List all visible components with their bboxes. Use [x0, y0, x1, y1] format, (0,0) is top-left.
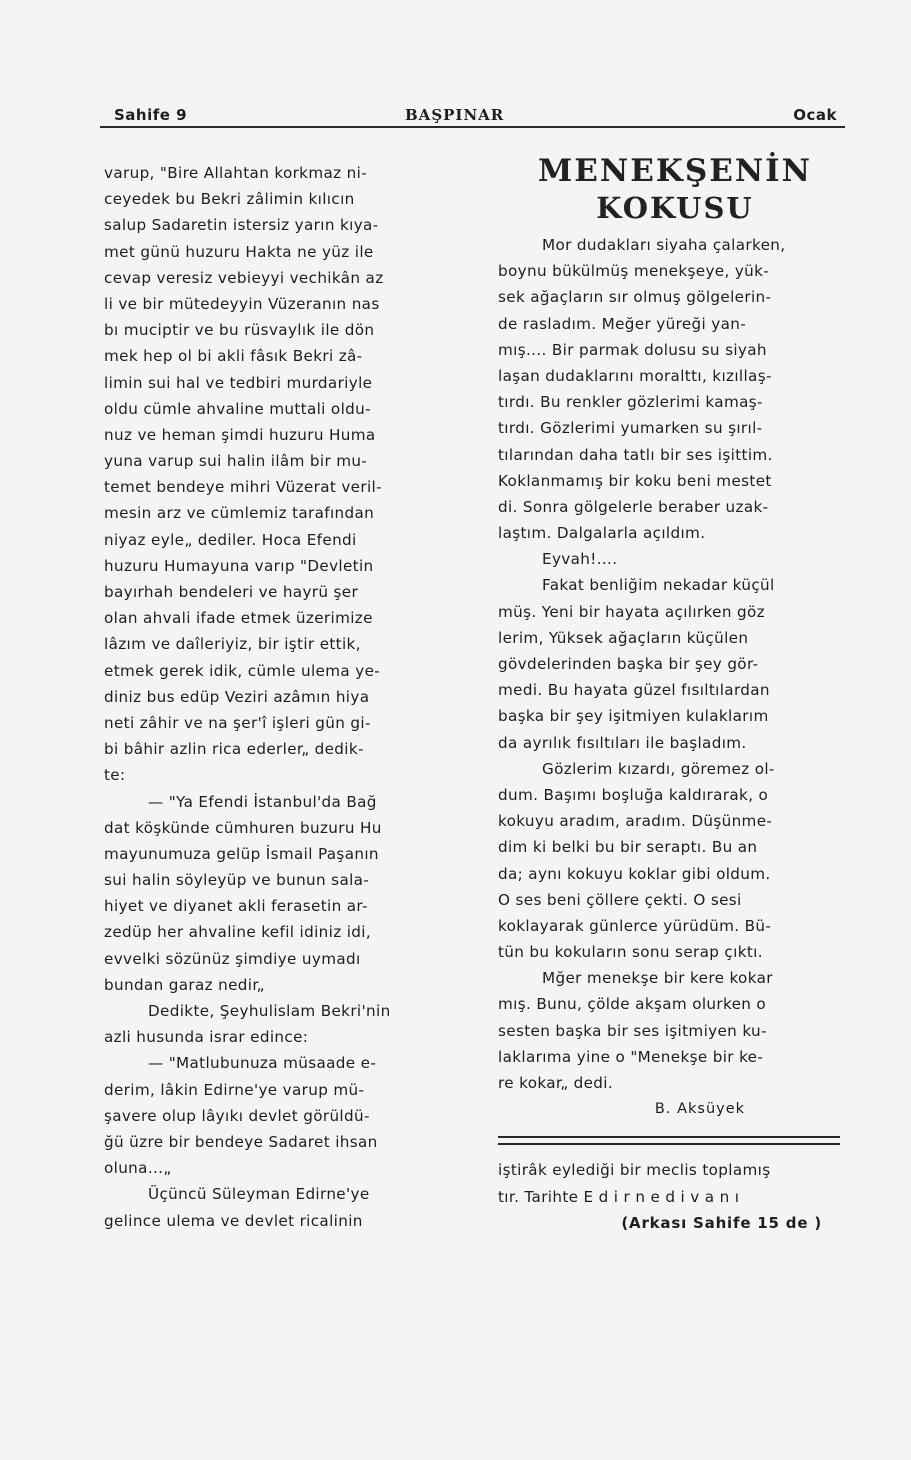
- text-line: met günü huzuru Hakta ne yüz ile: [104, 242, 374, 261]
- page-header: [100, 98, 845, 128]
- text-line: mış. Bunu, çölde akşam olurken o: [498, 995, 767, 1014]
- section-divider: [498, 1136, 840, 1145]
- text-line: medi. Bu hayata güzel fısıltılardan: [498, 681, 770, 700]
- text-line: tılarından daha tatlı bir ses işittim.: [498, 445, 773, 464]
- text-line: olan ahvali ifade etmek üzerimize: [104, 609, 373, 628]
- text-line: sek ağaçların sır olmuş gölgelerin-: [498, 288, 772, 307]
- text-line: bundan garaz nedir„: [104, 975, 265, 994]
- text-line: Mor dudakları siyaha çalarken,: [542, 236, 786, 254]
- text-line: Fakat benliğim nekadar küçül: [542, 576, 775, 595]
- magazine-name: BAŞPINAR: [405, 106, 505, 124]
- text-line: gövdelerinden başka bir şey gör-: [498, 655, 759, 673]
- text-line: boynu bükülmüş menekşeye, yük-: [498, 262, 770, 281]
- text-line: temet bendeye mihri Vüzerat veril-: [104, 478, 382, 497]
- article-title-line1: MENEKŞENİN: [537, 153, 813, 189]
- text-line: derim, lâkin Edirne'ye varup mü-: [104, 1080, 365, 1099]
- text-line: di. Sonra gölgelerle beraber uzak-: [498, 497, 769, 516]
- text-line: şavere olup lâyıkı devlet görüldü-: [104, 1106, 370, 1125]
- issue-month: Ocak: [793, 106, 837, 124]
- text-line: Dedikte, Şeyhulislam Bekri'nin: [148, 1002, 391, 1020]
- text-line: tır. Tarihte E d i r n e d i v a n ı: [498, 1187, 740, 1206]
- right-column: [498, 152, 852, 1236]
- text-line: O ses beni çöllere çekti. O sesi: [498, 890, 742, 909]
- text-line: dat köşkünde cümhuren buzuru Hu: [104, 818, 382, 837]
- text-line: da ayrılık fısıltıları ile başladım.: [498, 733, 747, 752]
- text-line: sesten başka bir ses işitmiyen ku-: [498, 1021, 767, 1040]
- text-line: koklayarak günlerce yürüdüm. Bü-: [498, 916, 772, 935]
- page-number: Sahife 9: [114, 106, 188, 124]
- text-line: neti zâhir ve na şer'î işleri gün gi-: [104, 713, 371, 732]
- article-body: [498, 232, 852, 1096]
- text-line: mayunumuza gelüp İsmail Paşanın: [104, 844, 379, 863]
- text-line: huzuru Humayuna varıp "Devletin: [104, 556, 374, 575]
- text-line: niyaz eyle„ dediler. Hoca Efendi: [104, 530, 357, 549]
- text-line: lâzım ve daîleriyiz, bir iştir ettik,: [104, 635, 361, 654]
- text-line: — "Ya Efendi İstanbul'da Bağ: [148, 792, 377, 811]
- continued-note: (Arkası Sahife 15 de ): [621, 1213, 822, 1232]
- text-line: ceyedek bu Bekri zâlimin kılıcın: [104, 190, 355, 209]
- continuation-text: [498, 1157, 852, 1209]
- text-line: bı muciptir ve bu rüsvaylık ile dön: [104, 321, 375, 340]
- text-line: laştım. Dalgalarla açıldım.: [498, 524, 706, 543]
- left-column-text: [104, 160, 458, 1234]
- text-line: bi bâhir azlin rica ederler„ dedik-: [104, 740, 364, 759]
- text-line: mek hep ol bi akli fâsık Bekri zâ-: [104, 347, 363, 366]
- text-line: da; aynı kokuyu koklar gibi oldum.: [498, 864, 771, 883]
- text-line: ğü üzre bir bendeye Sadaret ihsan: [104, 1132, 378, 1151]
- text-line: cevap veresiz vebieyyi vechikân az: [104, 268, 384, 287]
- text-line: tırdı. Bu renkler gözlerimi kamaş-: [498, 393, 763, 412]
- text-line: de rasladım. Meğer yüreği yan-: [498, 314, 747, 333]
- text-line: iştirâk eylediği bir meclis toplamış: [498, 1161, 771, 1180]
- text-line: Koklanmamış bir koku beni mestet: [498, 471, 772, 490]
- text-line: tün bu kokuların sonu serap çıktı.: [498, 943, 763, 962]
- text-line: salup Sadaretin istersiz yarın kıya-: [104, 216, 379, 235]
- text-line: hiyet ve diyanet akli ferasetin ar-: [104, 897, 368, 916]
- text-line: laşan dudaklarını moralttı, kızıllaş-: [498, 366, 772, 385]
- text-line: tırdı. Gözlerimi yumarken su şırıl-: [498, 419, 763, 438]
- text-line: varup, "Bire Allahtan korkmaz ni-: [104, 164, 368, 182]
- text-line: Gözlerim kızardı, göremez ol-: [542, 759, 775, 778]
- text-line: zedüp her ahvaline kefil idiniz idi,: [104, 923, 371, 942]
- text-line: te:: [104, 766, 126, 785]
- text-line: Mğer menekşe bir kere kokar: [542, 969, 773, 988]
- text-line: li ve bir mütedeyyin Vüzeranın nas: [104, 294, 380, 313]
- text-line: Eyvah!....: [542, 550, 618, 569]
- text-line: dum. Başımı boşluğa kaldırarak, o: [498, 785, 769, 804]
- text-line: lerim, Yüksek ağaçların küçülen: [498, 628, 749, 647]
- text-line: mesin arz ve cümlemiz tarafından: [104, 504, 375, 523]
- text-line: Üçüncü Süleyman Edirne'ye: [148, 1185, 370, 1204]
- text-line: azli husunda israr edince:: [104, 1028, 309, 1047]
- text-line: kokuyu aradım, aradım. Düşünme-: [498, 812, 773, 831]
- text-line: başka bir şey işitmiyen kulaklarım: [498, 707, 769, 726]
- article-title-line2: KOKUSU: [596, 191, 754, 225]
- text-line: re kokar„ dedi.: [498, 1074, 614, 1092]
- text-line: gelince ulema ve devlet ricalinin: [104, 1211, 363, 1230]
- text-line: etmek gerek idik, cümle ulema ye-: [104, 661, 381, 680]
- text-line: oldu cümle ahvaline muttali oldu-: [104, 399, 371, 418]
- text-line: evvelki sözünüz şimdiye uymadı: [104, 949, 361, 968]
- text-line: limin sui hal ve tedbiri murdariyle: [104, 373, 373, 392]
- text-line: oluna...„: [104, 1159, 172, 1178]
- article-author: B. Aksüyek: [654, 1101, 746, 1118]
- text-line: nuz ve heman şimdi huzuru Huma: [104, 425, 376, 444]
- text-line: sui halin söyleyüp ve bunun sala-: [104, 871, 370, 890]
- text-line: laklarıma yine o "Menekşe bir ke-: [498, 1047, 764, 1066]
- text-line: diniz bus edüp Veziri azâmın hiya: [104, 687, 370, 706]
- text-line: mış.... Bir parmak dolusu su siyah: [498, 340, 767, 359]
- text-line: dim ki belki bu bir seraptı. Bu an: [498, 838, 758, 857]
- text-line: yuna varup sui halin ilâm bir mu-: [104, 452, 368, 471]
- text-line: — "Matlubunuza müsaade e-: [148, 1054, 377, 1073]
- text-line: müş. Yeni bir hayata açılırken göz: [498, 602, 765, 621]
- text-line: bayırhah bendeleri ve hayrü şer: [104, 583, 359, 601]
